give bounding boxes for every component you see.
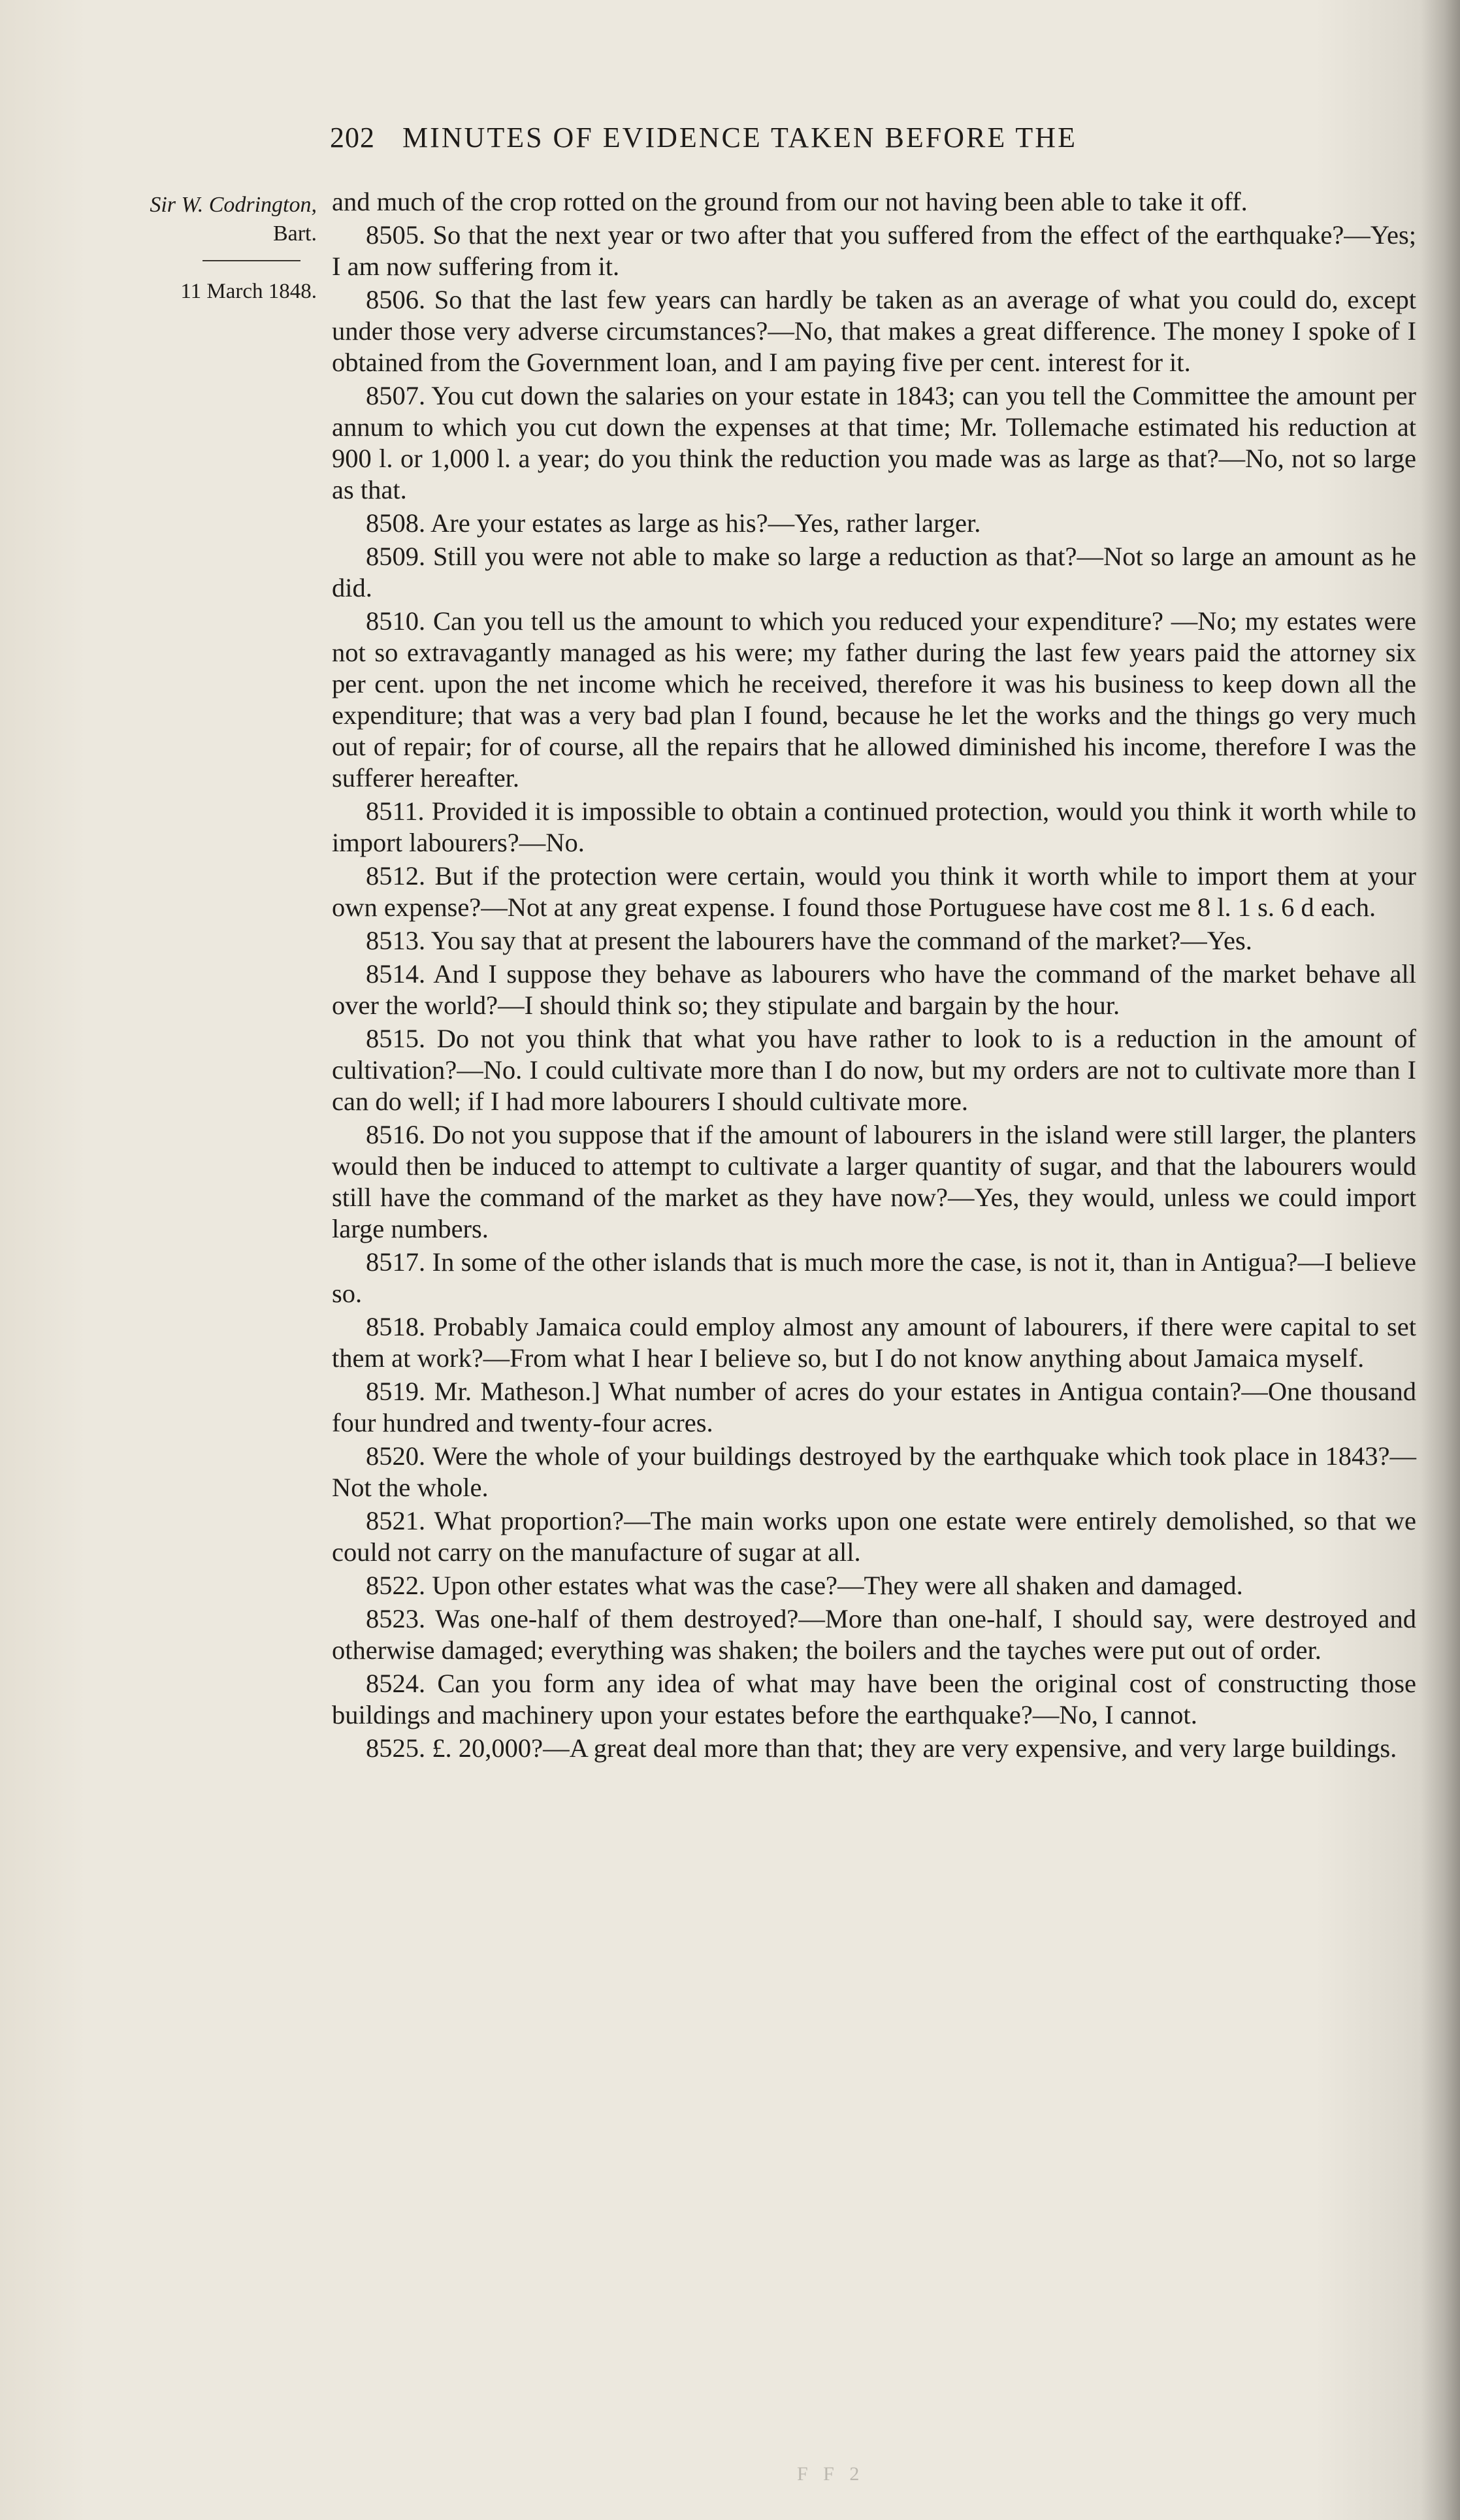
- question-8519: 8519. Mr. Matheson.] What number of acres do your estates in Antigua contain?—One thousand four hundred and twenty-four acres.: [332, 1377, 1416, 1437]
- signature-mark: F F 2: [797, 2463, 865, 2485]
- question-8505: 8505. So that the next year or two after that you suffered from the effect of the earthquake?—Yes; I am now suffering from it.: [332, 220, 1416, 281]
- question-8523: 8523. Was one-half of them destroyed?—More than one-half, I should say, were destroyed and otherwise damaged; everything was shaken; the boilers and the tayches were put out of order.: [332, 1604, 1416, 1665]
- question-8525: 8525. £. 20,000?—A great deal more than that; they are very expensive, and very large buildings.: [366, 1733, 1397, 1763]
- question-8506: 8506. So that the last few years can hardly be taken as an average of what you could do, except under those very adverse circumstances?—No, that makes a great difference. The money I spoke of I obtained from the Government loan, and I am paying five per cent. interest for it.: [332, 285, 1416, 377]
- question-8522: 8522. Upon other estates what was the case?—They were all shaken and damaged.: [366, 1571, 1243, 1600]
- margin-date: 11 March 1848.: [180, 280, 317, 303]
- running-head: [330, 121, 1310, 154]
- question-8509: 8509. Still you were not able to make so large a reduction as that?—Not so large an amount as he did.: [332, 542, 1416, 602]
- question-8521: 8521. What proportion?—The main works upon one estate were entirely demolished, so that we could not carry on the manufacture of sugar at all.: [332, 1506, 1416, 1567]
- witness-title: Bart.: [272, 221, 317, 246]
- page-title: MINUTES OF EVIDENCE TAKEN BEFORE THE: [402, 122, 1077, 154]
- question-8510: 8510. Can you tell us the amount to which you reduced your expenditure? —No; my estates were not so extravagantly managed as his were; my father during the last few years paid the attorney six per cent. upon the net income which he received, therefore it was his business to keep down all the expenditure; that was a very bad plan I found, because he let the works and the things go very much out of repair; for of course, all the repairs that he allowed diminished his income, therefore I was the sufferer hereafter.: [332, 606, 1416, 793]
- margin-witness-name: [85, 191, 317, 220]
- question-8514: 8514. And I suppose they behave as labourers who have the command of the market behave all over the world?—I should think so; they stipulate and bargain by the hour.: [332, 959, 1416, 1020]
- binding-shadow: [1421, 0, 1460, 2520]
- question-8515: 8515. Do not you think that what you have rather to look to is a reduction in the amount of cultivation?—No. I could cultivate more than I do now, but my orders are not to cultivate more than I can do well; if I had more labourers I should cultivate more.: [332, 1024, 1416, 1116]
- margin-witness-title-block: [85, 220, 317, 248]
- question-8513: 8513. You say that at present the labourers have the command of the market?—Yes.: [366, 926, 1252, 955]
- question-8507: 8507. You cut down the salaries on your estate in 1843; can you tell the Committee the amount per annum to which you cut down the expenses at that time; Mr. Tollemache estimated his reduction at 900 l. or 1,000 l. a year; do you think the reduction you made was as large as that?—No, not so large as that.: [332, 381, 1416, 504]
- intro-paragraph: and much of the crop rotted on the ground from our not having been able to take it off.: [332, 187, 1248, 216]
- margin-divider: [203, 260, 300, 261]
- question-8524: 8524. Can you form any idea of what may have been the original cost of constructing those buildings and machinery upon your estates before the earthquake?—No, I cannot.: [332, 1669, 1416, 1729]
- question-8508: 8508. Are your estates as large as his?—Yes, rather larger.: [366, 508, 981, 538]
- witness-name: Sir W. Codrington,: [150, 193, 317, 217]
- evidence-text: [332, 186, 1416, 1766]
- question-8520: 8520. Were the whole of your buildings destroyed by the earthquake which took place in 1843?—Not the whole.: [332, 1441, 1416, 1502]
- question-8512: 8512. But if the protection were certain, would you think it worth while to import them at your own expense?—Not at any great expense. I found those Portuguese have cost me 8 l. 1 s. 6 d each.: [332, 861, 1416, 922]
- page-number: 202: [330, 122, 375, 154]
- question-8518: 8518. Probably Jamaica could employ almost any amount of labourers, if there were capital to set them at work?—From what I hear I believe so, but I do not know anything about Jamaica myself.: [332, 1312, 1416, 1373]
- question-8511: 8511. Provided it is impossible to obtain a continued protection, would you think it worth while to import labourers?—No.: [332, 796, 1416, 857]
- question-8517: 8517. In some of the other islands that is much more the case, is not it, than in Antigua?—I believe so.: [332, 1247, 1416, 1308]
- question-8516: 8516. Do not you suppose that if the amount of labourers in the island were still larger, the planters would then be induced to attempt to cultivate a larger quantity of sugar, and that the labourers would still have the command of the market as they have now?—Yes, they would, unless we could import large numbers.: [332, 1120, 1416, 1243]
